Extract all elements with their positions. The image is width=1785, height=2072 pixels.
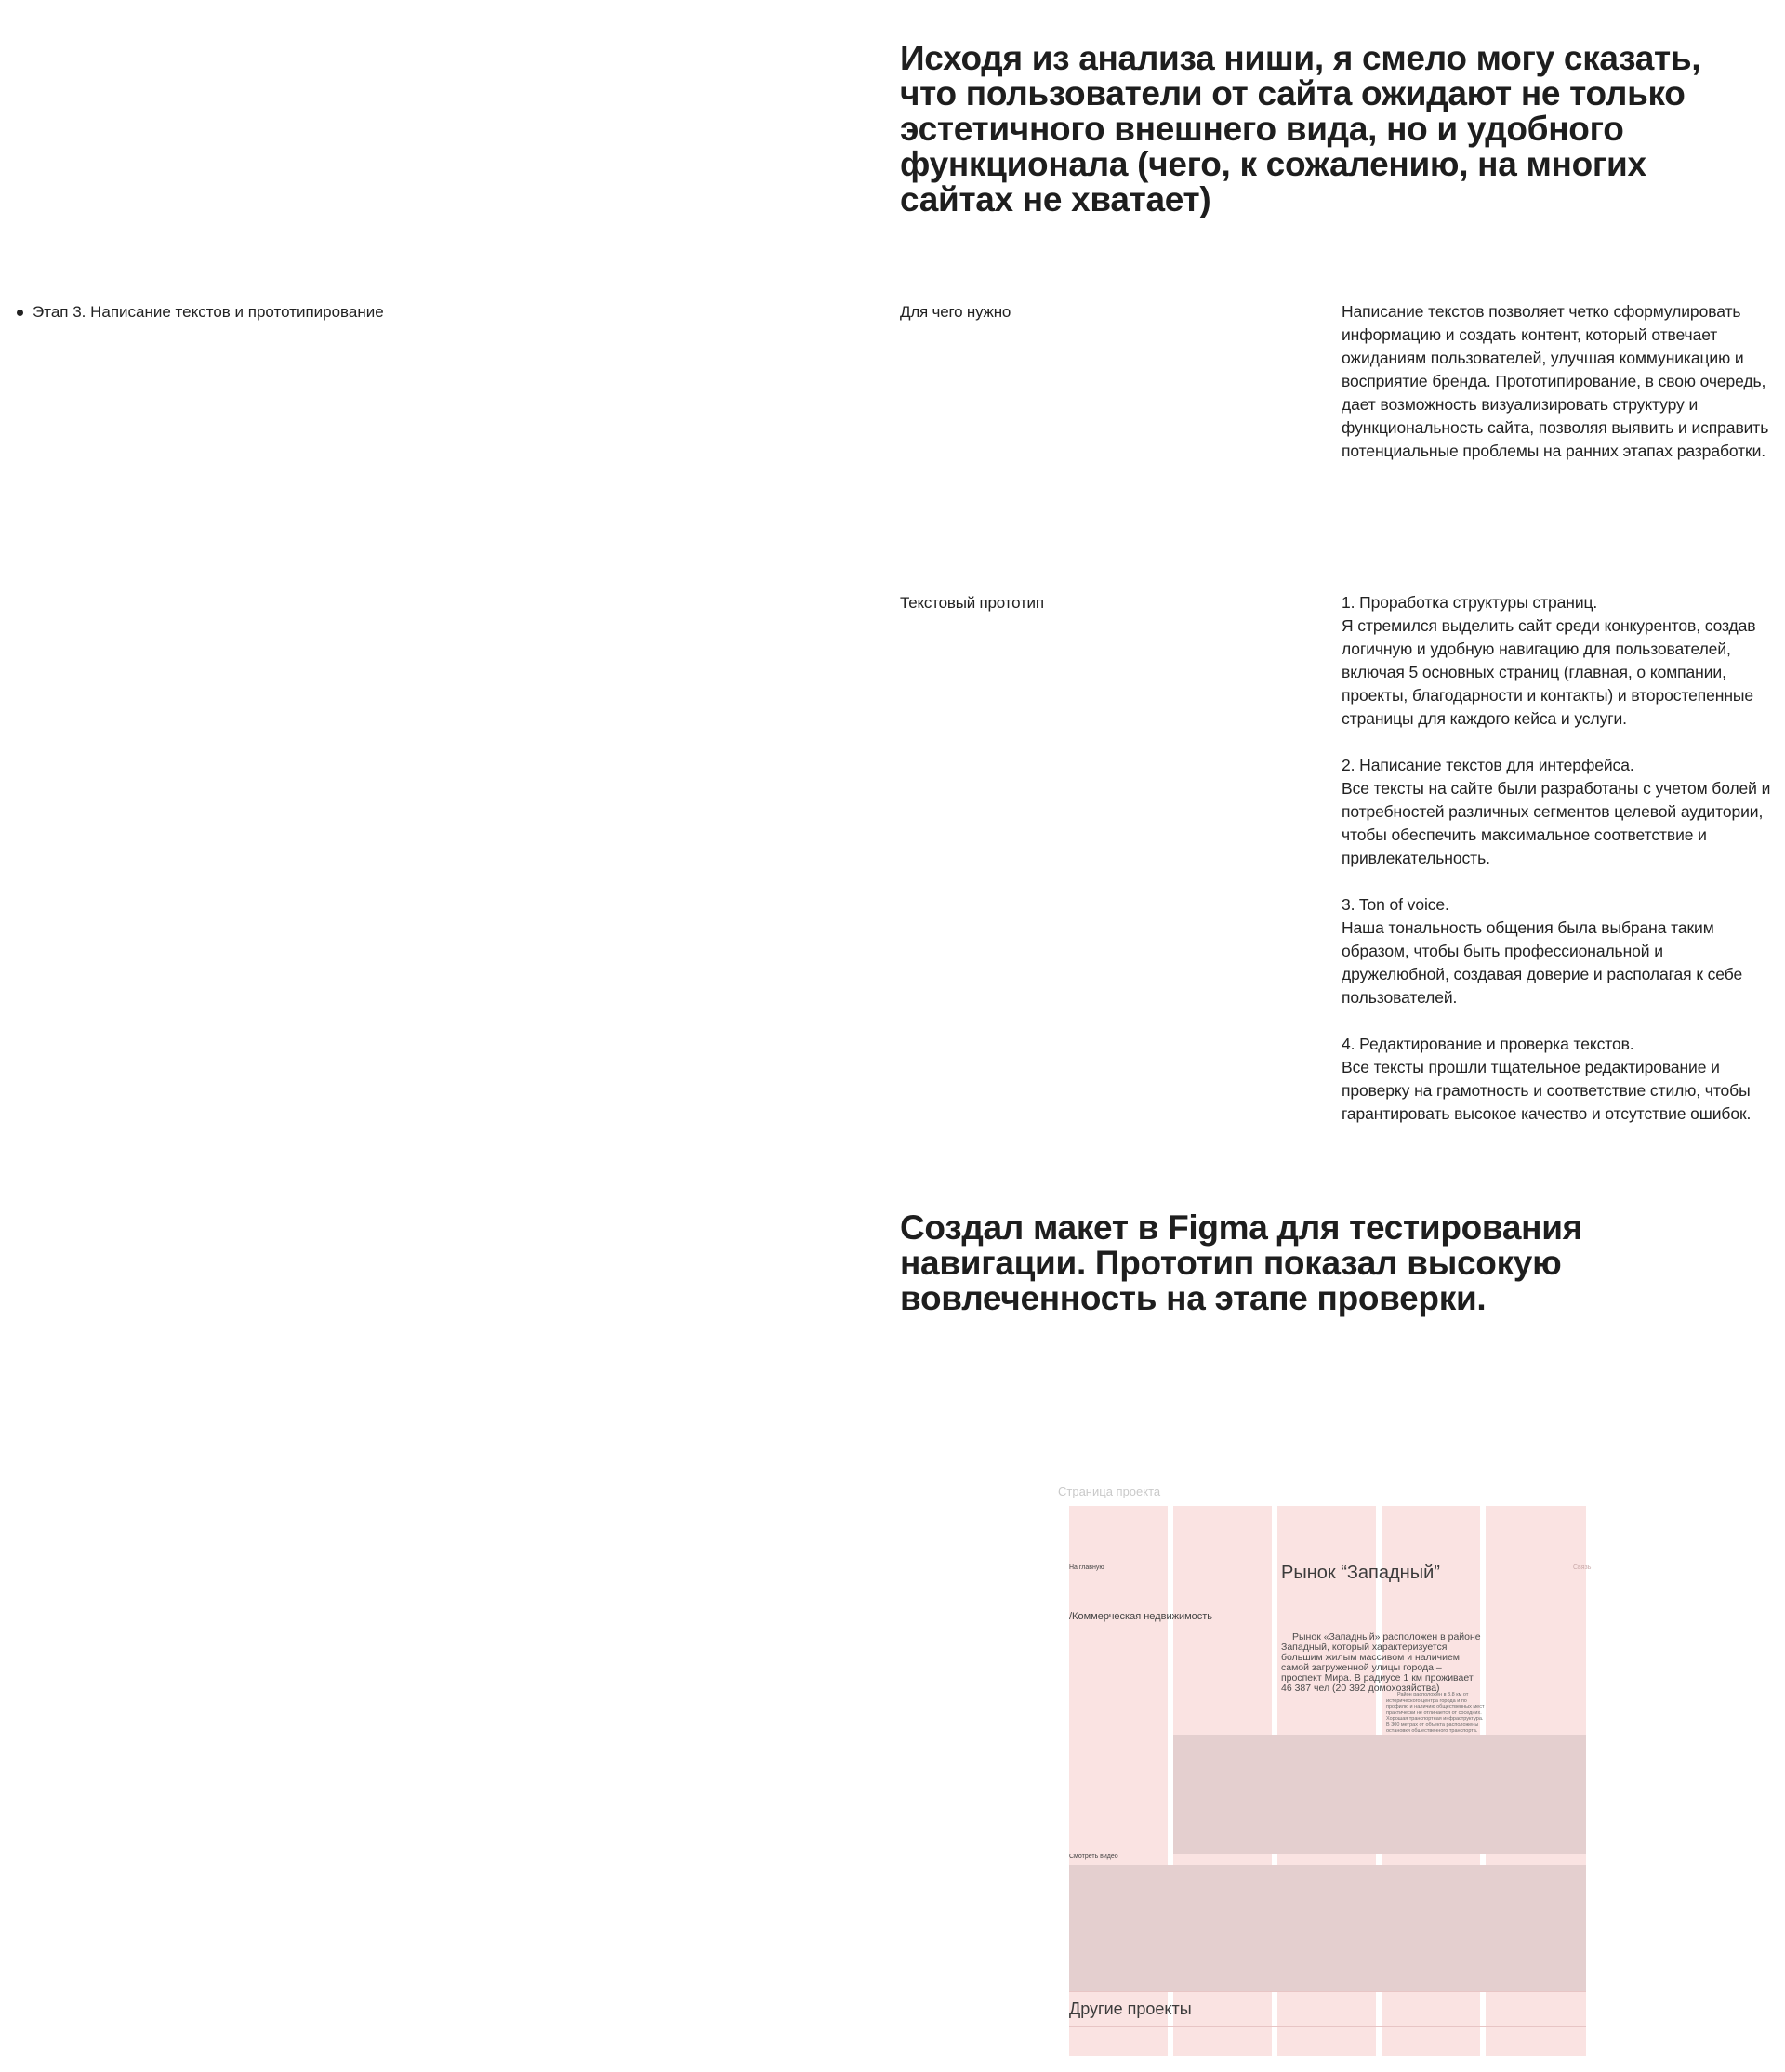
prototype-item-text: Все тексты прошли тщательное редактирование и проверку на грамотность и соответствие стилю, чтобы гарантировать высокое качество и отсутствие ошибок. bbox=[1342, 1058, 1752, 1123]
purpose-label: Для чего нужно bbox=[900, 303, 1012, 321]
divider bbox=[1069, 2026, 1586, 2027]
mockup-video-link[interactable]: Смотреть видео bbox=[1069, 1854, 1118, 1860]
stage-item bbox=[17, 302, 384, 323]
prototype-item-title: 4. Редактирование и проверка текстов. bbox=[1342, 1035, 1634, 1053]
mockup-others-heading: Другие проекты bbox=[1069, 1999, 1192, 2018]
image-placeholder bbox=[1173, 1735, 1586, 1854]
figma-heading: Создал макет в Figma для тестирования навигации. Прототип показал высокую вовлеченность на этапе проверки. bbox=[900, 1208, 1582, 1317]
purpose-text bbox=[1342, 300, 1774, 463]
mockup-nav-contact[interactable]: Связь bbox=[1573, 1564, 1592, 1571]
prototype-item-title: 2. Написание текстов для интерфейса. bbox=[1342, 756, 1634, 774]
prototype-item bbox=[1342, 591, 1774, 731]
lead-heading: Исходя из анализа ниши, я смело могу сказать, что пользователи от сайта ожидают не только эстетичного внешнего вида, но и удобного функционала (чего, к сожалению, на многих сайтах не хватает) bbox=[900, 39, 1701, 218]
stage-label: Этап 3. Написание текстов и прототипирование bbox=[33, 303, 384, 321]
mockup-breadcrumb[interactable]: /Коммерческая недвижимость bbox=[1069, 1611, 1213, 1622]
mockup-paragraph: Рынок «Западный» расположен в районе Западный, который характеризуется большим жилым массивом и наличием самой загруженной улицы города – проспект Мира. В радиусе 1 км проживает 46 387 чел (20 392 домохозяйства) bbox=[1281, 1631, 1481, 1694]
prototype-item-title: 3. Ton of voice. bbox=[1342, 895, 1449, 914]
prototype-item bbox=[1342, 754, 1774, 870]
bullet-icon bbox=[17, 310, 23, 316]
prototype-item-text: Все тексты на сайте были разработаны с учетом болей и потребностей различных сегментов целевой аудитории, чтобы обеспечить максимальное соответствие и привлекательность. bbox=[1342, 779, 1771, 867]
purpose-paragraph: Написание текстов позволяет четко сформулировать информацию и создать контент, который отвечает ожиданиям пользователей, улучшая коммуникацию и восприятие бренда. Прототипирование, в свою очередь, дает возможность визуализировать структуру и функциональность сайта, позволяя выявить и исправить потенциальные проблемы на ранних этапах разработки. bbox=[1342, 302, 1769, 460]
prototype-label: Текстовый прототип bbox=[900, 594, 1044, 612]
divider bbox=[1069, 1991, 1586, 1992]
prototype-item-title: 1. Проработка структуры страниц. bbox=[1342, 593, 1598, 612]
figma-mockup bbox=[1069, 1506, 1592, 2056]
mockup-nav-home[interactable]: На главную bbox=[1069, 1564, 1104, 1571]
prototype-list bbox=[1342, 591, 1774, 1126]
prototype-item-text: Я стремился выделить сайт среди конкурентов, создав логичную и удобную навигацию для пользователей, включая 5 основных страниц (главная, о компании, проекты, благодарности и контакты) и второстепенные страницы для каждого кейса и услуги. bbox=[1342, 616, 1756, 728]
mockup-note: Район расположен в 3,8 км от исторического центра города и по профилю и наличию общественных мест практически не отличается от соседних. Хорошая транспортная инфраструктура. В 300 метрах от объекта расположены остановки общественного транспорта. bbox=[1386, 1692, 1485, 1734]
prototype-item-text: Наша тональность общения была выбрана таким образом, чтобы быть профессиональной и дружелюбной, создавая доверие и располагая к себе пользователей. bbox=[1342, 918, 1743, 1007]
mockup-title: Рынок “Западный” bbox=[1281, 1563, 1440, 1583]
prototype-item bbox=[1342, 1033, 1774, 1126]
prototype-item bbox=[1342, 893, 1774, 1010]
mockup-caption: Страница проекта bbox=[1058, 1485, 1161, 1498]
video-placeholder bbox=[1069, 1865, 1586, 1991]
